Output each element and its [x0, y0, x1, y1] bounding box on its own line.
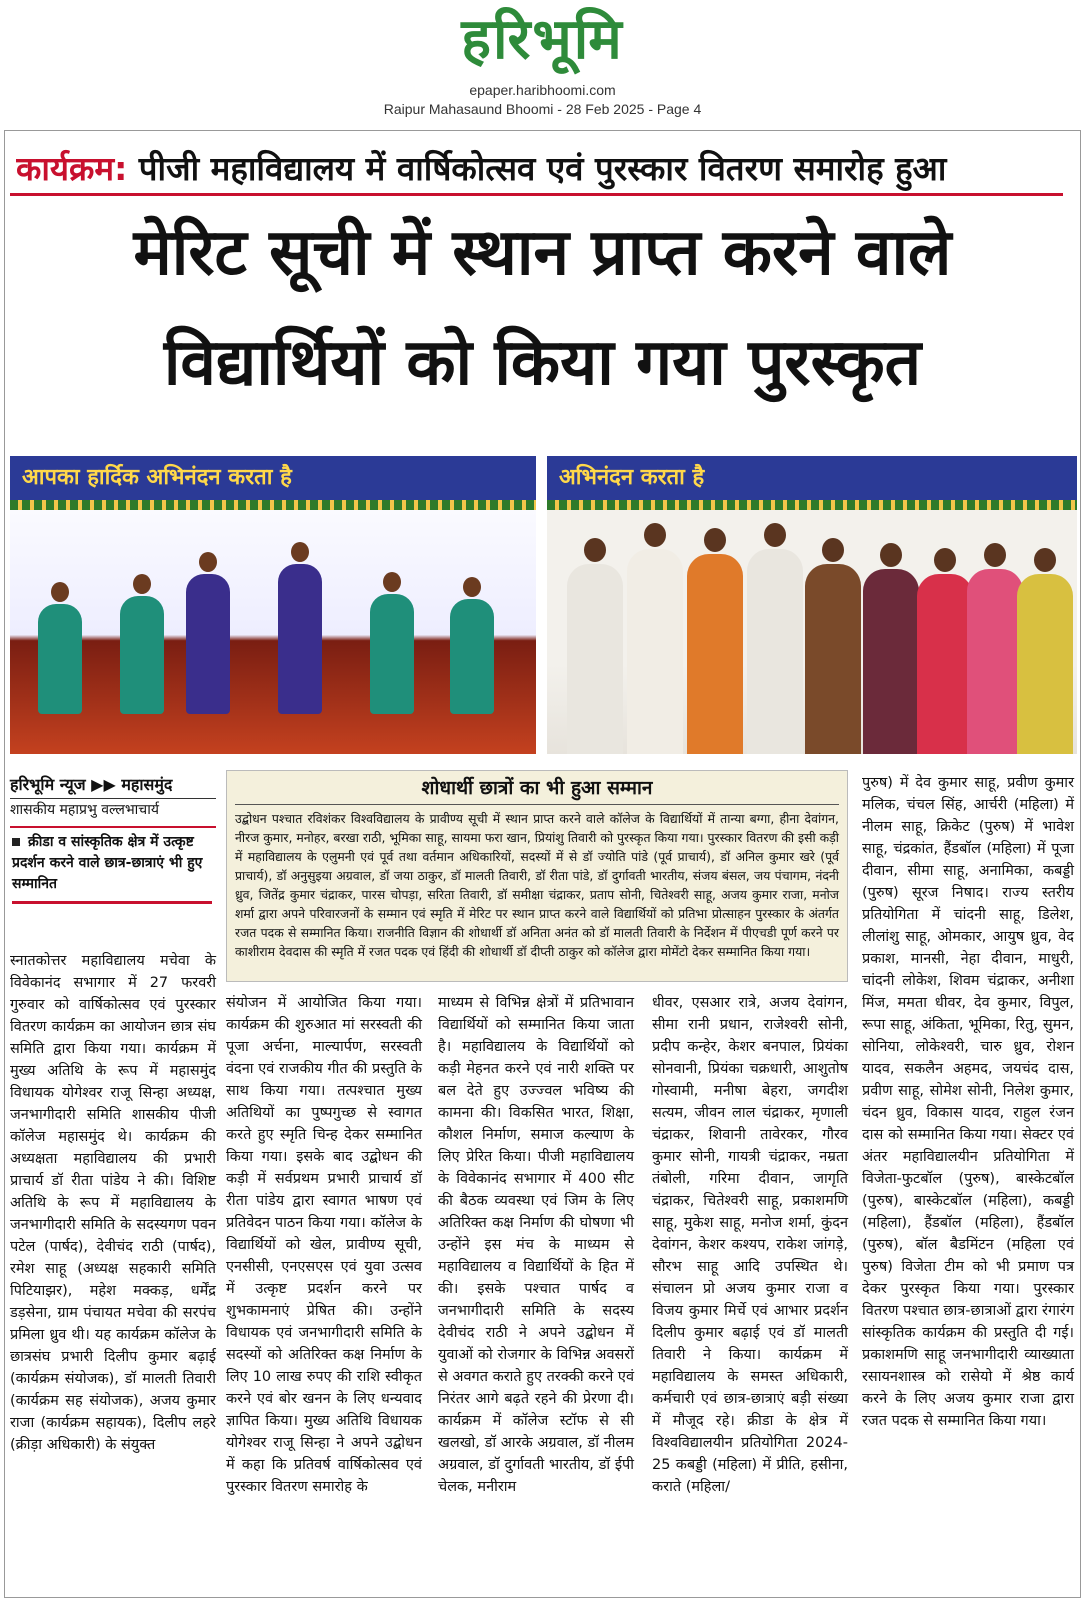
highlight-callout	[12, 832, 212, 904]
guest	[805, 564, 861, 754]
guest	[627, 549, 683, 754]
body-column-5: पुरुष) में देव कुमार साहू, प्रवीण कुमार मलिक, चंचल सिंह, आर्चरी (महिला) में नीलम साहू, क्रिकेट (पुरुष) में भावेश साहू, चंद्रकांत, हैंडबॉल (महिला) में पूजा दीवान, सीमा साहू, अनामिका, कबड्डी (पुरुष) सूरज निषाद। राज्य स्तरीय प्रतियोगिता में चांदनी साहू, डिलेश, लीलांशु साहू, ओमकार, आयुष ध्रुव, वेद प्रकाश, मानसी, नेहा दीवान, माधुरी, चांदनी लोकेश, शिवम चंद्राकर, अनीशा मिंज, ममता धीवर, देव कुमार, विपुल, रूपा साहू, अंकिता, भूमिका, रितु, सुमन, सोनिया, लोकेश्वरी, चारु ध्रुव, रोशन यादव, सकलैन अहमद, जयचंद दास, प्रवीण साहू, सोमेश सोनी, निलेश कुमार, चंदन ध्रुव, विकास यादव, राहुल रंजन दास को सम्मानित किया गया। सेक्टर एवं अंतर महाविद्यालयीन प्रतियोगिता में विजेता-फुटबॉल (पुरुष), बास्केटबॉल (पुरुष), बास्केटबॉल (महिला), कबड्डी (महिला), हैंडबॉल (महिला), हैंडबॉल (पुरुष), बॉल बैडमिंटन (महिला एवं पुरुष) विजेता टीम को भी प्रमाण पत्र देकर पुरस्कृत किया गया। पुरस्कार वितरण पश्चात छात्र-छात्राओं द्वारा रंगारंग सांस्कृतिक कार्यक्रम की प्रस्तुति दी गई। प्रकाशमणि साहू जनभागीदारी व्याख्याता रसायनशास्त्र को रासेयो में श्रेष्ठ कार्य करने के लिए अजय कुमार राजा द्वारा रजत पदक से सम्मानित किया गया।	[862, 775, 1074, 1429]
kicker-text: पीजी महाविद्यालय में वार्षिकोत्सव एवं पुरस्कार वितरण समारोह हुआ	[127, 149, 947, 188]
dancer	[370, 594, 414, 714]
body-column-4: धीवर, एसआर रात्रे, अजय देवांगन, सीमा रानी प्रधान, राजेश्वरी सोनी, प्रदीप कन्हेर, केशर बनपाल, प्रियंका सोनवानी, प्रियंका चक्रधारी, आशुतोष गोस्वामी, मनीषा बेहरा, जगदीश सत्यम, जीवन लाल चंद्राकर, मृणाली चंद्राकर, शिवानी तावेरकर, गौरव कुमार सोनी, गायत्री चंद्राकर, नम्रता तंबोली, गरिमा दीवान, जागृति चंद्राकर, चितेश्वरी साहू, प्रकाशमणि साहू, मुकेश साहू, मनोज शर्मा, कुंदन देवांगन, केशर कश्यप, राकेश जांगड़े, सौरभ साहू आदि उपस्थित थे। संचालन प्रो अजय कुमार राजा व विजय कुमार मिर्चे एवं आभार प्रदर्शन दिलीप कुमार बढ़ाई एवं डॉ मालती तिवारी ने किया। कार्यक्रम में महाविद्यालय के समस्त अधिकारी, कर्मचारी एवं छात्र-छात्राएं बड़ी संख्या में मौजूद रहे। क्रीडा के क्षेत्र में विश्वविद्यालयीन प्रतियोगिता 2024-25 कबड्डी (महिला) में प्रीति, हसीना, कराते (महिला/	[652, 995, 848, 1495]
kicker-label: कार्यक्रम:	[16, 149, 128, 188]
student	[1017, 574, 1073, 754]
bullet-icon	[12, 838, 20, 846]
sub-byline: शासकीय महाप्रभु वल्लभाचार्य	[10, 800, 216, 828]
article-kicker	[16, 146, 1071, 192]
article-headline	[10, 198, 1075, 418]
byline: हरिभूमि न्यूज ▶▶ महासमुंद	[10, 772, 216, 799]
body-column-3: माध्यम से विभिन्न क्षेत्रों में प्रतिभावान विद्यार्थियों को सम्मानित किया जाता है। महाविद्यालय के विद्यार्थियों को कड़ी मेहनत करने एवं नारी शक्ति पर बल देते हुए उज्ज्वल भविष्य की कामना की। विकसित भारत, शिक्षा, कौशल निर्माण, समाज कल्याण के लिए प्रेरित किया। पीजी महाविद्यालय के विवेकानंद सभागार में 400 सीट की बैठक व्यवस्था एवं जिम के लिए अतिरिक्त कक्ष निर्माण की घोषणा भी उन्होंने इस मंच के माध्यम से महाविद्यालय व विद्यार्थियों के हित में की। इसके पश्चात पार्षद व जनभागीदारी समिति के सदस्य देवीचंद राठी ने अपने उद्बोधन में युवाओं को रोजगार के विभिन्न अवसरों से अवगत कराते हुए तरक्की करने एवं निरंतर आगे बढ़ते रहने की प्रेरणा दी। कार्यक्रम में कॉलेज स्टॉफ से सी खलखो, डॉ आरके अग्रवाल, डॉ नीलम अग्रवाल, डॉ दुर्गावती भारतीय, डॉ ईपी चेलक, मनीराम	[438, 995, 635, 1495]
dancer	[450, 599, 494, 714]
masthead	[0, 0, 1085, 128]
flower-garland	[10, 500, 536, 510]
stage-banner: आपका हार्दिक अभिनंदन करता है	[10, 456, 536, 500]
headline-line-1: मेरिट सूची में स्थान प्राप्त करने वाले	[133, 216, 952, 290]
body-column-2: संयोजन में आयोजित किया गया। कार्यक्रम की शुरुआत मां सरस्वती की पूजा अर्चना, माल्यार्पण, सरस्वती वंदना एवं राजकीय गीत की प्रस्तुति के साथ किया गया। तत्पश्चात मुख्य अतिथियों का पुष्पगुच्छ से स्वागत करते हुए स्मृति चिन्ह देकर सम्मानित किया गया। इसके बाद उद्बोधन की कड़ी में सर्वप्रथम प्रभारी प्राचार्य डॉ रीता पांडेय द्वारा स्वागत भाषण एवं प्रतिवेदन पाठन किया गया। कॉलेज के विद्यार्थियों को खेल, प्रावीण्य सूची, एनसीसी, एनएसएस एवं युवा उत्सव में उत्कृष्ट प्रदर्शन करने पर शुभकामनाएं प्रेषित की। उन्होंने विधायक एवं जनभागीदारी समिति के सदस्यों को अतिरिक्त कक्ष निर्माण के लिए 10 लाख रुपए की राशि स्वीकृत करने एवं बोर खनन के लिए धन्यवाद ज्ञापित किया। मुख्य अतिथि विधायक योगेश्वर राजू सिन्हा ने अपने उद्बोधन में कहा कि प्रतिवर्ष वार्षिकोत्सव एवं पुरस्कार वितरण समारोह के	[226, 995, 422, 1495]
kicker-divider	[10, 193, 1063, 196]
flower-garland	[547, 500, 1077, 510]
student	[863, 569, 919, 754]
student	[967, 569, 1023, 754]
award-ceremony-photo	[547, 456, 1077, 754]
guest	[747, 549, 803, 754]
body-column-1: स्नातकोत्तर महाविद्यालय मचेवा के विवेकानंद सभागार में 27 फरवरी गुरुवार को वार्षिकोत्सव एवं पुरस्कार वितरण कार्यक्रम का आयोजन छात्र संघ समिति द्वारा किया गया। कार्यक्रम में मुख्य अतिथि के रूप में महासमुंद विधायक योगेश्वर राजू सिन्हा अध्यक्ष, जनभागीदारी समिति शासकीय पीजी कॉलेज महासमुंद थे। कार्यक्रम की अध्यक्षता महाविद्यालय की प्रभारी प्राचार्य डॉ रीता पांडेय ने की। विशिष्ट अतिथि के रूप में महाविद्यालय के जनभागीदारी समिति के सदस्यगण पवन पटेल (पार्षद), देवीचंद राठी (पार्षद), रमेश साहू (अध्यक्ष सहकारी समिति पिटियाझर), महेश मक्कड़, धर्मेंद्र डड़सेना, ग्राम पंचायत मचेवा की सरपंच प्रमिला ध्रुव थी। यह कार्यक्रम कॉलेज के छात्रसंघ प्रभारी दिलीप कुमार बढ़ाई (कार्यक्रम संयोजक), डॉ मालती तिवारी (कार्यक्रम सह संयोजक), अजय कुमार राजा (कार्यक्रम सहायक), दिलीप लहरे (क्रीड़ा अधिकारी) के संयुक्त	[10, 953, 216, 1453]
highlight-text: क्रीडा व सांस्कृतिक क्षेत्र में उत्कृष्ट प्रदर्शन करने वाले छात्र-छात्राएं भी हुए सम्मानित	[12, 834, 203, 892]
box-text: उद्बोधन पश्चात रविशंकर विश्वविद्यालय के प्रावीण्य सूची में स्थान प्राप्त करने वाले कॉलेज के विद्यार्थियों में तान्या बग्गा, हीना देवांगन, नीरज कुमार, मनोहर, बरखा राठी, भूमिका साहू, सायमा फरा खान, प्रियांशु तिवारी को पुरस्कृत किया गया। पुरस्कार वितरण की इसी कड़ी में महाविद्यालय के एलुमनी एवं पूर्व तथा वर्तमान अधिकारियों, सदस्यों में से डॉ ज्योति पांडे (पूर्व प्राचार्य), डॉ अनिल कुमार खरे (पूर्व प्राचार्य), डॉ अनुसुइया अग्रवाल, डॉ जया ठाकुर, डॉ मालती तिवारी, डॉ रीता पांडे, डॉ दुर्गावती भारतीय, संजय बंसल, जय पंचागम, नंदनी ध्रुव, जितेंद्र कुमार चंद्राकर, पारस चोपड़ा, सरिता तिवारी, डॉ समीक्षा चंद्राकर, प्रताप सोनी, चितेश्वरी साहू, अजय कुमार राजा, मनोज शर्मा द्वारा अपने परिवारजनों के सम्मान एवं स्मृति में मेरिट पर स्थान प्राप्त करने वाले विद्यार्थियों को प्रतिभा प्रोत्साहन पुरस्कार के अंतर्गत रजत पदक से सम्मानित किया। राजनीति विज्ञान की शोधार्थी डॉ अनिता अनंत को डॉ मालती तिवारी के निर्देशन में पीएचडी पूर्ण करने पर काशीराम देवदास की स्मृति में रजत पदक एवं हिंदी की शोधार्थी डॉ दीप्ती ठाकुर को कॉलेज द्वारा मोमेंटो देकर सम्मानित किया गया।	[235, 811, 839, 959]
box-title: शोधार्थी छात्रों का भी हुआ सम्मान	[421, 777, 653, 799]
guest	[567, 564, 623, 754]
stage-banner: अभिनंदन करता है	[547, 456, 1077, 500]
newspaper-logo: हरिभूमि	[461, 7, 624, 72]
sidebar-box	[226, 770, 848, 982]
dancer	[278, 564, 322, 714]
edition-date-page: Raipur Mahasaund Bhoomi - 28 Feb 2025 - Page 4	[383, 101, 702, 117]
guest	[687, 554, 743, 754]
student	[917, 574, 973, 754]
headline-line-2: विद्यार्थियों को किया गया पुरस्कृत	[163, 326, 922, 400]
dancer	[38, 604, 82, 714]
dancer	[186, 574, 230, 714]
dance-performance-photo	[10, 456, 536, 754]
epaper-url[interactable]: epaper.haribhoomi.com	[469, 82, 616, 98]
dancer	[120, 596, 164, 714]
box-divider	[235, 804, 839, 805]
